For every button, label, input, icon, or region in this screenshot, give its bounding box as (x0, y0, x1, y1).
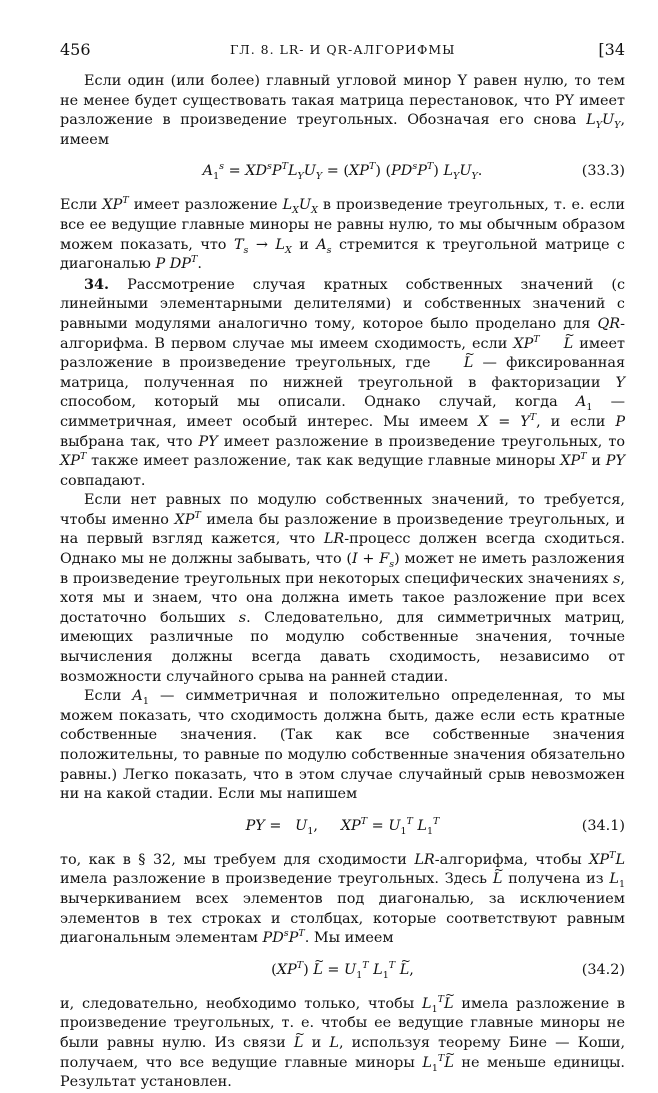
page-body (60, 72, 625, 1093)
running-head-title: ГЛ. 8. LR- И QR-АЛГОРИФМЫ (230, 42, 456, 57)
equation-33-3 (60, 162, 625, 182)
paragraph-equal-moduli: Если нет равных по модулю собственных значений, то требуется, чтобы именно $XP^T$ имела бы разложение в произведение треугольных, и на первый взгляд кажется, что LR-процесс должен всегда сходиться. Однако мы не должны забывать, что $(I + F_s)$ может не иметь разложения в произведение треугольных при некоторых специфических значениях s, хотя мы и знаем, что она должна иметь такое разложение при всех достаточно больших s. Следовательно, для симметричных матриц, имеющих различные по модулю собственные значения, точные вычисления должны всегда давать сходимость, независимо от возможности случайного срыва на ранней стадии. (60, 492, 625, 685)
section-number: 34. (84, 275, 110, 293)
equation-formula: PY = $U_1$, $XP^T = U_1^T$ $L_1^T$ (245, 815, 440, 837)
equation-number: (34.2) (581, 961, 625, 978)
paragraph-intro: Если один (или более) главный угловой минор Y равен нулю, то тем не менее будет существовать такая матрица перестановок, что PY имеет разложение в произведение треугольных. Обозначая его снова $L_YU_Y$, имеем (60, 73, 626, 148)
paragraph-section-34: 34. Рассмотрение случая кратных собственных значений (с линейными элементарными делителями) и собственных значений с равными модулями аналогично тому, которое было проделано для QR-алгорифма. В первом случае мы имеем сходимость, если $XP^T\sim$ L имеет разложение в произведение треугольных, где ~ L — фиксированная матрица, полученная по нижней треугольной в факторизации Y способом, который мы описали. Однако случай, когда $A_1$ — симметричная, имеет особый интерес. Мы имеем $X = Y^T$, и если P выбрана так, что PY имеет разложение в произведение треугольных, то $XP^T$ также имеет разложение, так как ведущие главные миноры $XP^T$ и PY совпадают. (60, 275, 625, 492)
equation-34-2 (60, 961, 625, 981)
equation-number: (33.3) (581, 163, 625, 180)
equation-number: (34.1) (581, 817, 625, 834)
paragraph-after-33-3: Если $XP^T$ имеет разложение $L_XU_X$ в произведение треугольных, т. е. если все ее ведущие главные миноры не равны нулю, то мы обычным образом можем показать, что $T_s \to L_X$ и $A_s$ стремится к треугольной матрице с диагональю P $DP^T$. (60, 195, 625, 273)
equation-formula: $(XP^T)$ ~ $L = U_1^T$ $L_1^T$ ~ L, (60, 961, 625, 981)
running-header (60, 40, 625, 62)
page-number: 456 (60, 40, 91, 59)
equation-formula: $A_1^s = XD^sP^TL_YU_Y = (XP^T)$ $(PD^sP^T)$ $L_YU_Y$. (202, 161, 483, 183)
equation-34-1 (60, 817, 625, 837)
section-marker: [34 (598, 40, 625, 59)
paragraph-positive-definite: Если $A_1$ — симметричная и положительно определенная, то мы можем показать, что сходимость должна быть, даже если есть кратные собственные значения. (Так как все собственные значения положительны, то равные по модулю собственные значения обязательно равны.) Легко показать, что в этом случае случайный срыв невозможен ни на какой стадии. Если мы напишем (60, 688, 625, 803)
paragraph-final: и, следовательно, необходимо только, чтобы $L_1^T\sim$ L имела разложение в произведение треугольных, т. е. чтобы ее ведущие главные миноры не были равны нулю. Из связи ~ L и L, используя теорему Бине — Коши, получаем, что все ведущие главные миноры $L_1^T\sim$ L не меньше единицы. Результат установлен. (60, 995, 625, 1093)
paragraph-after-34-1: то, как в § 32, мы требуем для сходимости LR-алгорифма, чтобы $XP^TL$ имела разложение в произведение треугольных. Здесь ~ L получена из $L_1$ вычеркиванием всех элементов под диагональю, за исключением элементов в тех строках и столбцах, которые соответствуют равным диагональным элементам $PD^sP^T$. Мы имеем (60, 851, 625, 949)
